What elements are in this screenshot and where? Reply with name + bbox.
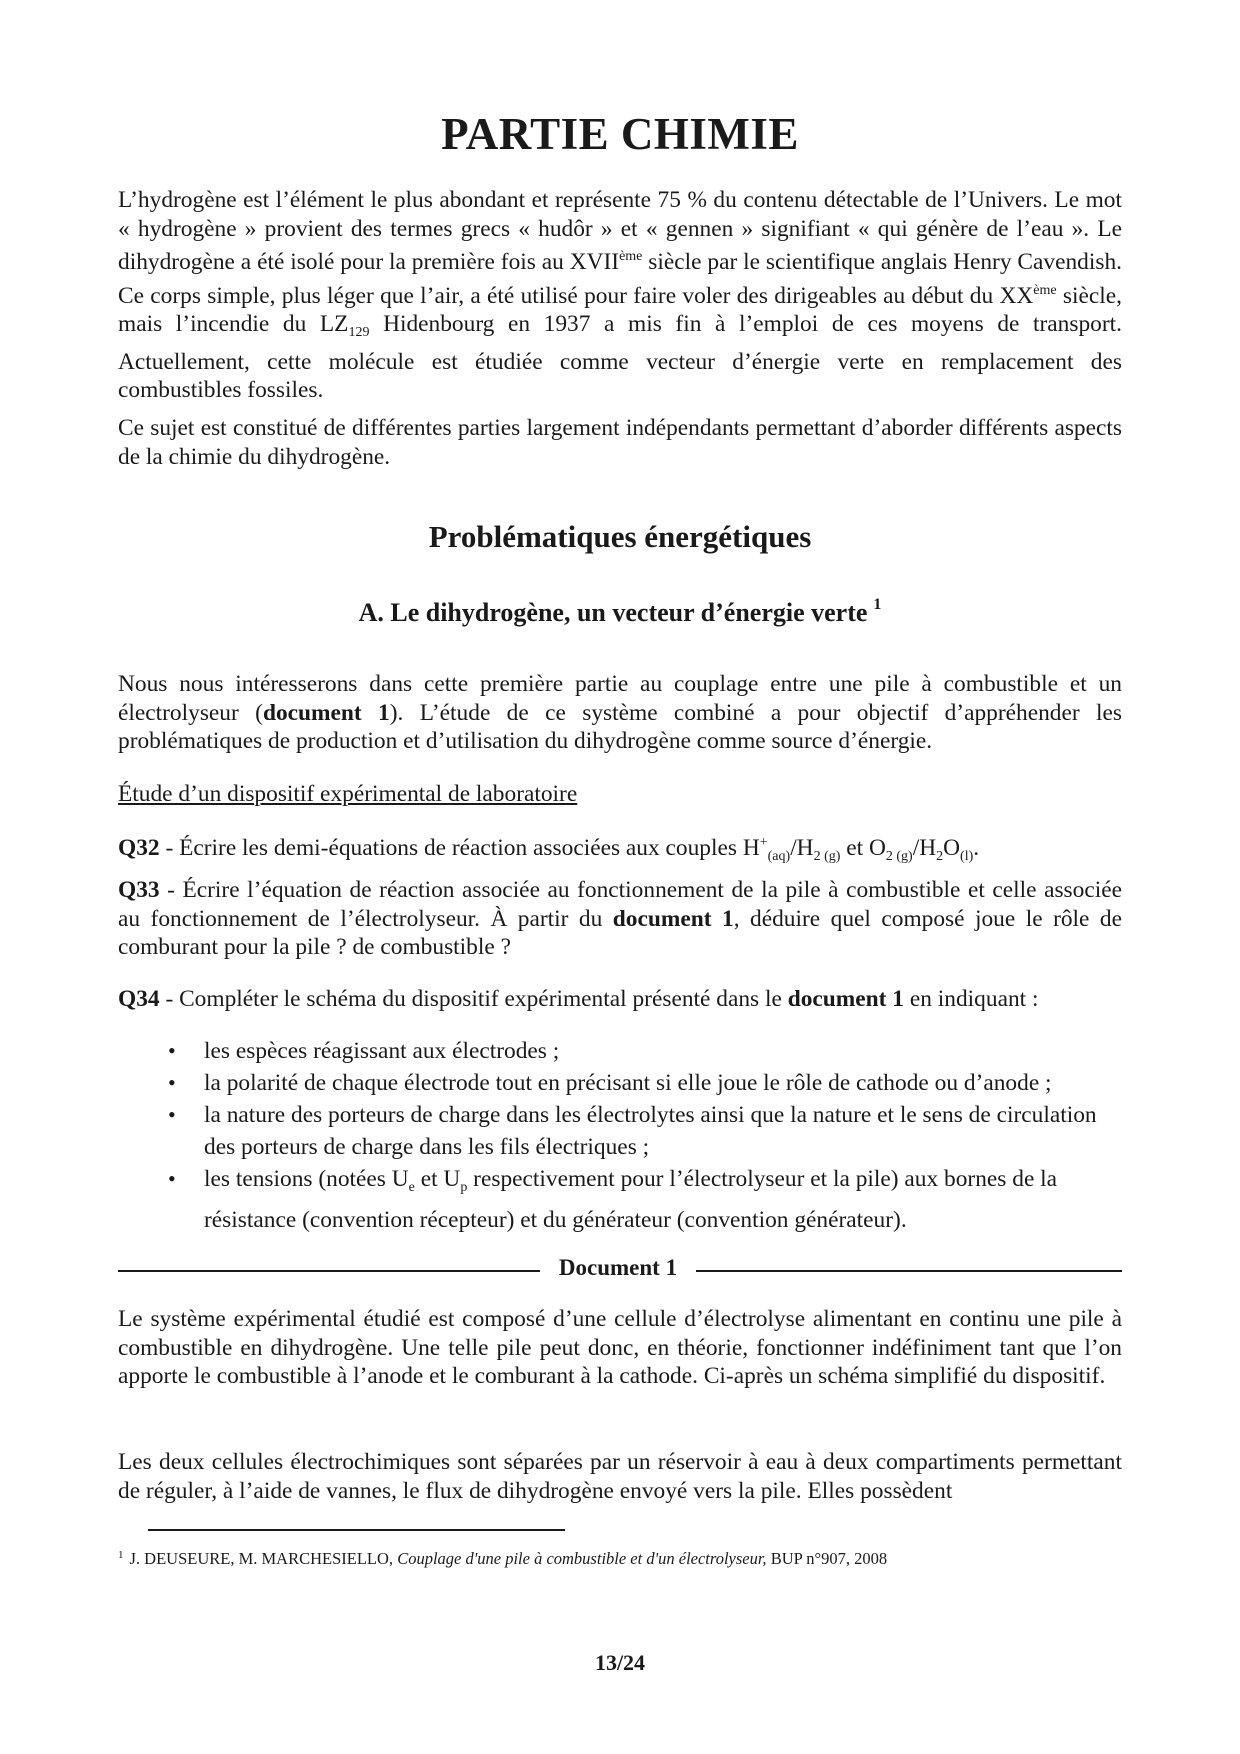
q32-text-d: /H <box>912 835 937 861</box>
intro-paragraph-2: Ce sujet est constitué de différentes parties largement indépendants permettant d’aborder différents aspects de la chimie du dihydrogène. <box>118 415 1122 470</box>
q32-text-b: /H <box>790 835 814 861</box>
page-number: 13/24 <box>594 1650 646 1675</box>
footnote-authors: J. DEUSEURE, M. MARCHESIELLO, <box>129 1549 398 1568</box>
bullet-icon: • <box>168 1038 176 1063</box>
ue-subscript: e <box>408 1180 415 1195</box>
up-subscript: p <box>460 1180 468 1195</box>
part-intro-text-b: ). L’étude de ce système combiné a pour objectif d’appréhender les problématiques de production et d’utilisation du dihydrogène comme source d’énergie. <box>118 699 1122 754</box>
subsection-title-text: A. Le dihydrogène, un vecteur d’énergie verte <box>358 598 868 627</box>
footnote-mark: 1 <box>118 1549 124 1561</box>
q32-text-c: et O <box>840 835 886 861</box>
part-intro-paragraph <box>118 670 1122 756</box>
document-separator <box>118 1255 1122 1285</box>
question-q34 <box>118 985 1122 1014</box>
question-label: Q34 <box>118 986 160 1012</box>
q34-text-a: - Compléter le schéma du dispositif expérimental présenté dans le <box>159 986 788 1012</box>
footnote-title: Couplage d'une pile à combustible et d'un électrolyseur, <box>397 1549 767 1568</box>
q33-text-b: , déduire quel composé joue le rôle de comburant pour la pile ? de combustible ? <box>118 905 1122 960</box>
subsection-title <box>118 598 1122 628</box>
list-item-text: et U <box>414 1166 461 1192</box>
document-paragraph-2: Les deux cellules électrochimiques sont séparées par un réservoir à eau à deux compartiments permettant de réguler, à l’aide de vannes, le flux de dihydrogène envoyé vers la pile. Elles possèdent <box>118 1449 1122 1504</box>
intro-text-c: siècle, mais l’incendie du LZ <box>118 282 1122 337</box>
century-superscript-1: ème <box>619 249 643 264</box>
document-reference: document 1 <box>787 986 905 1012</box>
separator-line-left <box>118 1270 540 1272</box>
list-item-text: respectivement pour l’électrolyseur et la pile) aux bornes de la résistance (convention récepteur) et du générateur (convention générateur). <box>204 1166 1058 1233</box>
q33-text-a: - Écrire l’équation de réaction associée au fonctionnement de la pile à combustible et celle associée au fonctionnement de l’électrolyseur. À partir du <box>118 877 1122 932</box>
separator-line-right <box>696 1270 1122 1272</box>
intro-text-d: Hidenbourg en 1937 a mis fin à l’emploi de ces moyens de transport. Actuellement, cette molécule est étudiée comme vecteur d’énergie verte en remplacement des combustibles fossiles. <box>118 311 1122 403</box>
bullet-list <box>168 1035 1122 1236</box>
list-item-text: la polarité de chaque électrode tout en précisant si elle joue le rôle de cathode ou d’anode ; <box>204 1070 1052 1096</box>
footnote-divider <box>148 1529 565 1531</box>
lz-subscript: 129 <box>348 325 370 340</box>
footnote <box>118 1545 887 1569</box>
h2o-subscript-2: 2 <box>936 849 944 864</box>
h-plus-superscript: + <box>759 835 768 850</box>
list-item <box>168 1099 1122 1163</box>
intro-paragraph-1 <box>118 186 1122 405</box>
liquid-subscript: (l) <box>960 849 974 864</box>
list-item-text: les espèces réagissant aux électrodes ; <box>204 1038 560 1064</box>
intro-text-b: siècle par le scientifique anglais Henry Cavendish. Ce corps simple, plus léger que l’air, a été utilisé pour faire voler des dirigeables au début du XX <box>118 249 1122 309</box>
document-reference: document 1 <box>262 699 390 726</box>
document-reference: document 1 <box>612 905 734 932</box>
section-title: Problématiques énergétiques <box>428 519 812 554</box>
list-item-text: les tensions (notées U <box>204 1166 409 1192</box>
study-heading: Étude d’un dispositif expérimental de laboratoire <box>118 781 578 807</box>
question-label: Q32 <box>118 835 160 861</box>
question-q32 <box>118 829 1122 872</box>
question-label: Q33 <box>118 877 160 903</box>
intro-text-a: L’hydrogène est l’élément le plus abondant et représente 75 % du contenu détectable de l’Univers. Le mot « hydrogène » provient des termes grecs « hudôr » et « gennen » signifiant « qui génère de l’eau ». Le dihydrogène a été isolé pour la première fois au XVII <box>118 187 1122 275</box>
q34-text-b: en indiquant : <box>904 986 1039 1012</box>
question-q33 <box>118 876 1122 962</box>
q32-text-e: O <box>943 835 961 861</box>
aq-subscript: (aq) <box>767 849 791 864</box>
bullet-icon: • <box>168 1070 176 1095</box>
bullet-icon: • <box>168 1102 176 1127</box>
list-item <box>168 1163 1122 1236</box>
o2-subscript: 2 (g) <box>885 849 913 864</box>
document-paragraph-1: Le système expérimental étudié est composé d’une cellule d’électrolyse alimentant en continu une pile à combustible en dihydrogène. Une telle pile peut donc, en théorie, fonctionner indéfiniment tant que l’on apporte le combustible à l’anode et le comburant à la cathode. Ci-après un schéma simplifié du dispositif. <box>118 1306 1122 1389</box>
document-label: Document 1 <box>558 1255 678 1280</box>
list-item <box>168 1067 1122 1099</box>
bullet-icon: • <box>168 1166 176 1191</box>
footnote-reference: 1 <box>873 596 882 613</box>
footnote-source: BUP n°907, 2008 <box>766 1549 888 1568</box>
list-item <box>168 1035 1122 1067</box>
q32-text-a: - Écrire les demi-équations de réaction associées aux couples H <box>159 835 760 861</box>
q32-text-f: . <box>973 835 980 861</box>
part-intro-text-a: Nous nous intéresserons dans cette première partie au couplage entre une pile à combustible et un électrolyseur ( <box>118 671 1122 726</box>
page-title: PARTIE CHIMIE <box>441 109 799 159</box>
list-item-text: la nature des porteurs de charge dans les électrolytes ainsi que la nature et le sens de circulation des porteurs de charge dans les fils électriques ; <box>204 1102 1097 1160</box>
century-superscript-2: ème <box>1033 282 1057 298</box>
h2-subscript: 2 (g) <box>813 849 841 864</box>
